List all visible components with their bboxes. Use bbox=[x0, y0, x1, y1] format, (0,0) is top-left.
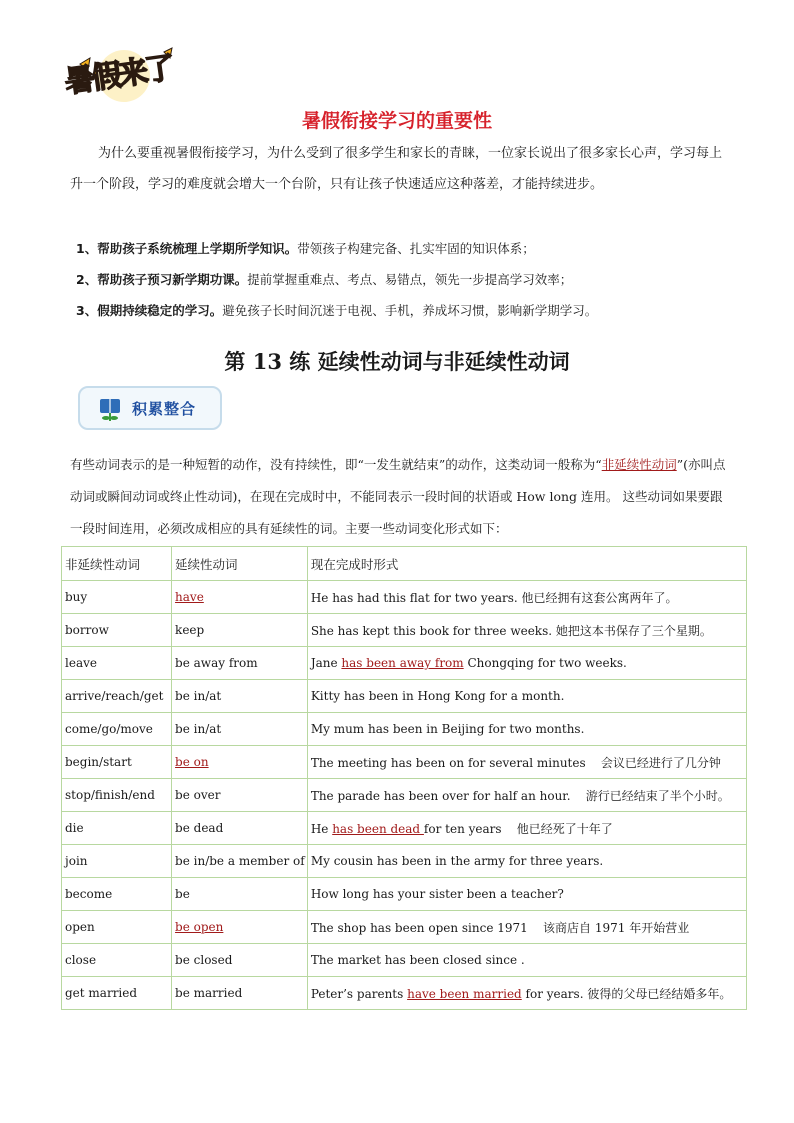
example-text: Kitty has been in Hong Kong for a month. bbox=[310, 689, 565, 703]
example-sentence-cell bbox=[307, 581, 746, 614]
point-2 bbox=[76, 270, 756, 288]
durative-verb-cell bbox=[172, 944, 308, 977]
nondurative-verb-cell: leave bbox=[62, 647, 172, 680]
point-1-text: 带领孩子构建完备、扎实牢固的知识体系； bbox=[297, 241, 535, 256]
nondurative-verb-cell: die bbox=[62, 812, 172, 845]
table-row bbox=[62, 977, 747, 1010]
page-title: 暑假衔接学习的重要性 bbox=[301, 110, 492, 132]
durative-verb-text: be away from bbox=[175, 656, 258, 670]
example-text: The meeting has been on for several minutes 会议已经进行了几分钟 bbox=[310, 755, 721, 770]
nondurative-verb-cell: come/go/move bbox=[62, 713, 172, 746]
durative-verb-cell bbox=[172, 581, 308, 614]
table-row bbox=[62, 779, 747, 812]
example-text: Jane bbox=[310, 656, 342, 670]
logo bbox=[60, 40, 192, 110]
point-1 bbox=[76, 239, 756, 257]
example-sentence-cell bbox=[307, 647, 746, 680]
example-sentence-cell bbox=[307, 812, 746, 845]
durative-verb-text: be in/be a member of bbox=[175, 854, 305, 868]
key-term: 非延续性动词 bbox=[601, 457, 677, 472]
intro-text: 为什么要重视暑假衔接学习，为什么受到了很多学生和家长的青睐，一位家长说出了很多家长心声，学习每上升一个阶段，学习的难度就会增大一个台阶，只有让孩子快速适应这种落差，才能持续进步。 bbox=[70, 146, 723, 192]
durative-verb-cell bbox=[172, 845, 308, 878]
example-highlight: has been away from bbox=[341, 656, 464, 670]
durative-verb-text: be closed bbox=[175, 953, 233, 967]
explanation-part-2: ”(亦叫点动词或瞬间动词或终止性动词)，在现在完成时中，不能同表示一段时间的状语或 How long 连用。 这些动词如果要跟一段时间连用，必须改成相应的具有延续性的词。主要一些动词变化形式如下： bbox=[70, 457, 726, 536]
durative-verb-cell bbox=[172, 977, 308, 1010]
durative-verb-cell bbox=[172, 746, 308, 779]
durative-verb-text: be in/at bbox=[175, 689, 222, 703]
durative-verb-cell bbox=[172, 812, 308, 845]
book-plant-icon bbox=[96, 395, 124, 423]
durative-verb-cell bbox=[172, 779, 308, 812]
durative-verb-cell bbox=[172, 647, 308, 680]
section-badge bbox=[78, 386, 222, 434]
durative-verb-cell bbox=[172, 680, 308, 713]
example-text: How long has your sister been a teacher? bbox=[310, 887, 564, 901]
nondurative-verb-cell: buy bbox=[62, 581, 172, 614]
example-highlight: has been dead bbox=[332, 821, 424, 836]
badge-label: 积累整合 bbox=[132, 400, 197, 418]
table-row bbox=[62, 878, 747, 911]
example-sentence-cell bbox=[307, 977, 746, 1010]
point-1-heading: 1、帮助孩子系统梳理上学期所学知识。 bbox=[76, 241, 298, 256]
nondurative-verb-cell: arrive/reach/get bbox=[62, 680, 172, 713]
durative-verb-text: be married bbox=[175, 986, 243, 1000]
nondurative-verb-cell: begin/start bbox=[62, 746, 172, 779]
table-row bbox=[62, 812, 747, 845]
point-3 bbox=[76, 301, 756, 319]
table-row bbox=[62, 746, 747, 779]
example-text: Peter’s parents bbox=[310, 986, 408, 1001]
nondurative-verb-cell: get married bbox=[62, 977, 172, 1010]
example-text: The market has been closed since . bbox=[310, 953, 525, 967]
example-sentence-cell bbox=[307, 878, 746, 911]
example-sentence-cell bbox=[307, 614, 746, 647]
example-sentence-cell bbox=[307, 911, 746, 944]
example-text: He bbox=[310, 821, 333, 836]
table-row bbox=[62, 911, 747, 944]
point-2-text: 提前掌握重难点、考点、易错点，领先一步提高学习效率； bbox=[247, 272, 573, 287]
verb-table bbox=[61, 546, 747, 1010]
table-row bbox=[62, 713, 747, 746]
durative-verb-text: be dead bbox=[175, 821, 224, 835]
nondurative-verb-cell: borrow bbox=[62, 614, 172, 647]
example-text: The parade has been over for half an hour. 游行已经结束了半个小时。 bbox=[310, 788, 730, 803]
nondurative-verb-cell: stop/finish/end bbox=[62, 779, 172, 812]
table-row bbox=[62, 845, 747, 878]
example-text: Chongqing for two weeks. bbox=[463, 656, 627, 670]
durative-verb-cell bbox=[172, 911, 308, 944]
durative-verb-text: be in/at bbox=[175, 722, 222, 736]
durative-verb-text: be bbox=[175, 887, 190, 901]
example-sentence-cell bbox=[307, 845, 746, 878]
durative-verb-text: be on bbox=[175, 755, 209, 769]
example-text: My mum has been in Beijing for two months. bbox=[310, 722, 585, 736]
point-3-heading: 3、假期持续稳定的学习。 bbox=[76, 303, 223, 318]
durative-verb-cell bbox=[172, 713, 308, 746]
table-row bbox=[62, 680, 747, 713]
lesson-title: 第 13 练 延续性动词与非延续性动词 bbox=[224, 349, 570, 374]
durative-verb-text: keep bbox=[175, 623, 205, 637]
table-row bbox=[62, 647, 747, 680]
table-row bbox=[62, 944, 747, 977]
table-row bbox=[62, 581, 747, 614]
nondurative-verb-cell: become bbox=[62, 878, 172, 911]
example-text: The shop has been open since 1971 该商店自 1971 年开始营业 bbox=[310, 920, 690, 935]
explanation-paragraph bbox=[70, 449, 730, 545]
header-nondurative: 非延续性动词 bbox=[62, 547, 172, 581]
intro-paragraph bbox=[70, 138, 730, 200]
nondurative-verb-cell: join bbox=[62, 845, 172, 878]
example-text: for ten years 他已经死了十年了 bbox=[423, 821, 613, 836]
example-highlight: have been married bbox=[407, 986, 522, 1001]
nondurative-verb-cell: open bbox=[62, 911, 172, 944]
example-sentence-cell bbox=[307, 944, 746, 977]
point-2-heading: 2、帮助孩子预习新学期功课。 bbox=[76, 272, 248, 287]
durative-verb-cell bbox=[172, 614, 308, 647]
example-text: for years. 彼得的父母已经结婚多年。 bbox=[521, 986, 732, 1001]
example-text: He has had this flat for two years. 他已经拥有这套公寓两年了。 bbox=[310, 590, 678, 605]
nondurative-verb-cell: close bbox=[62, 944, 172, 977]
durative-verb-cell bbox=[172, 878, 308, 911]
header-durative: 延续性动词 bbox=[172, 547, 308, 581]
example-text: My cousin has been in the army for three years. bbox=[310, 854, 604, 868]
logo-text: 暑假来了 bbox=[62, 50, 175, 101]
header-example: 现在完成时形式 bbox=[307, 547, 746, 581]
example-sentence-cell bbox=[307, 713, 746, 746]
durative-verb-text: have bbox=[175, 590, 204, 604]
explanation-part-1: 有些动词表示的是一种短暂的动作，没有持续性，即“一发生就结束”的动作，这类动词一般称为“ bbox=[70, 457, 602, 472]
example-sentence-cell bbox=[307, 746, 746, 779]
example-sentence-cell bbox=[307, 680, 746, 713]
point-3-text: 避免孩子长时间沉迷于电视、手机，养成坏习惯，影响新学期学习。 bbox=[222, 303, 598, 318]
durative-verb-text: be open bbox=[175, 920, 224, 934]
example-sentence-cell bbox=[307, 779, 746, 812]
durative-verb-text: be over bbox=[175, 788, 221, 802]
table-row bbox=[62, 614, 747, 647]
example-text: She has kept this book for three weeks. 她把这本书保存了三个星期。 bbox=[310, 623, 712, 638]
table-header-row bbox=[62, 547, 747, 581]
